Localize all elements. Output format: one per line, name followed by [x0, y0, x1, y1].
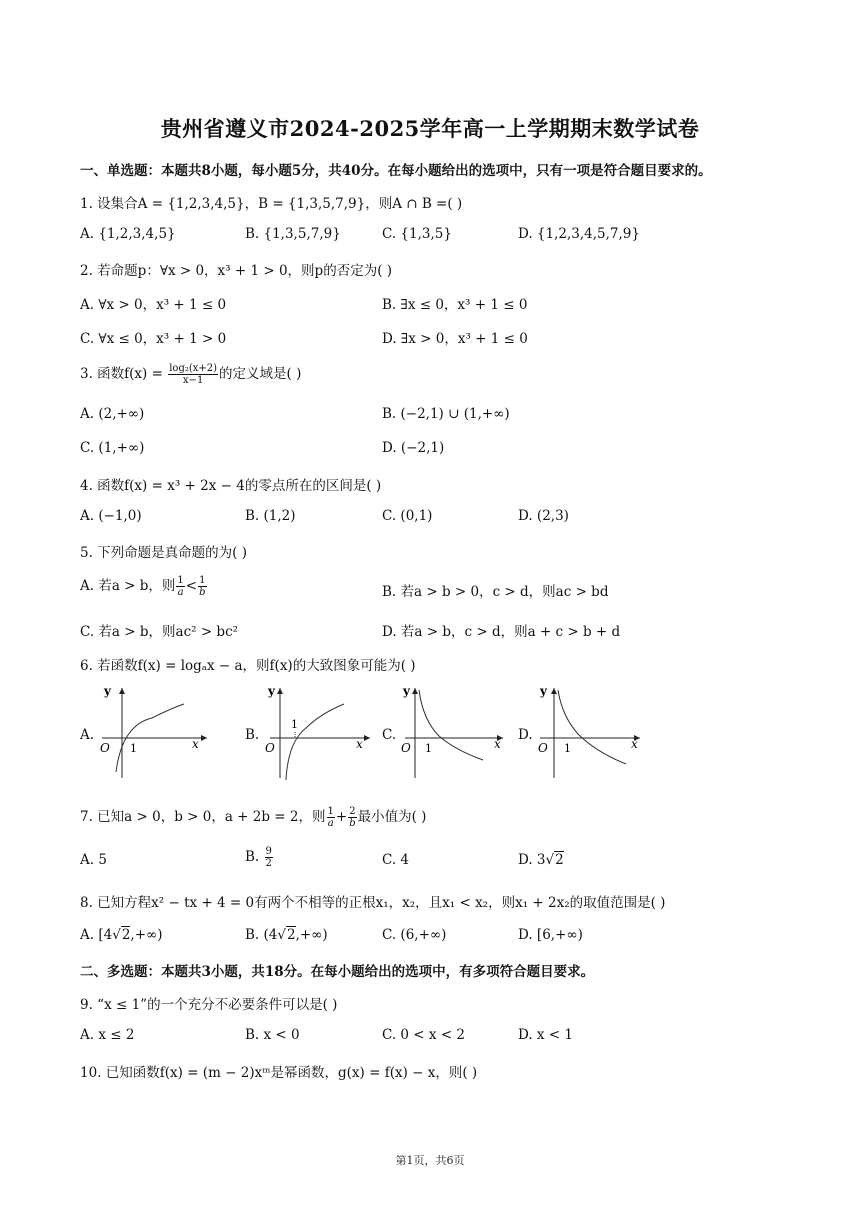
question-3-suffix: 的定义域是( ): [219, 366, 302, 382]
graph-option-d: [530, 680, 650, 780]
radicand: 2: [121, 927, 131, 943]
plus-sign: +: [335, 809, 348, 825]
question-8-option-d: D. [6,+∞): [518, 927, 583, 943]
question-6-option-b: B.: [245, 727, 260, 743]
question-9-option-c: C. 0 < x < 2: [382, 1027, 466, 1043]
question-1-stem: 1. 设集合A = {1,2,3,4,5}，B = {1,3,5,7,9}，则A ∩ B =( ): [80, 196, 463, 212]
axis-y-label: y: [403, 684, 410, 698]
option-a-prefix: A. [4: [80, 927, 113, 943]
question-4-option-c: C. (0,1): [382, 508, 433, 524]
option-d-label: D. 3: [518, 852, 546, 868]
question-4-option-d: D. (2,3): [518, 508, 569, 524]
question-9-option-d: D. x < 1: [518, 1027, 574, 1043]
origin-label: O: [100, 741, 110, 755]
less-than: <: [185, 578, 198, 594]
question-5-option-c: C. 若a > b，则ac² > bc²: [80, 624, 239, 640]
question-6-option-a: A.: [80, 727, 95, 743]
question-7-suffix: 最小值为( ): [357, 809, 427, 825]
question-7-option-a: A. 5: [80, 852, 107, 868]
fraction-one-over-b: [198, 575, 206, 598]
question-6-option-c: C.: [382, 727, 397, 743]
question-3-option-a: A. (2,+∞): [80, 406, 145, 422]
option-a-suffix: ,+∞): [130, 927, 163, 943]
axis-x-label: x: [631, 737, 638, 751]
question-4-option-a: A. (−1,0): [80, 508, 142, 524]
question-7-option-d: D. 3√2: [518, 852, 564, 868]
question-2-option-a: A. ∀x > 0，x³ + 1 ≤ 0: [80, 297, 227, 313]
option-b-suffix: ,+∞): [295, 927, 328, 943]
question-1-option-b: B. {1,3,5,7,9}: [245, 226, 341, 242]
fraction-numerator: 9: [265, 846, 272, 857]
tick-one-label: 1: [130, 742, 137, 755]
axis-x-label: x: [192, 737, 199, 751]
fraction-denominator: b: [349, 818, 356, 829]
question-7-prefix: 7. 已知a > 0，b > 0，a + 2b = 2，则: [80, 809, 326, 825]
fraction-numerator: 1: [177, 575, 184, 586]
question-5-option-a: [80, 574, 208, 598]
origin-label: O: [401, 741, 411, 755]
fraction-one-over-a: [327, 806, 335, 829]
question-2-option-c: C. ∀x ≤ 0，x³ + 1 > 0: [80, 331, 227, 347]
question-6-stem: 6. 若函数f(x) = logₐx − a，则f(x)的大致图象可能为( ): [80, 658, 416, 674]
question-7-option-c: C. 4: [382, 852, 410, 868]
fraction-numerator: 2: [349, 806, 356, 817]
radicand: 2: [555, 852, 564, 868]
question-3-prefix: 3. 函数f(x) =: [80, 366, 168, 382]
question-2-stem: 2. 若命题p：∀x > 0，x³ + 1 > 0，则p的否定为( ): [80, 263, 393, 279]
question-7-option-b: [245, 846, 274, 869]
section-multiple-choice: 二、多选题：本题共3小题，共18分。在每小题给出的选项中，有多项符合题目要求。: [80, 964, 595, 980]
section-single-choice: 一、单选题：本题共8小题，每小题5分，共40分。在每小题给出的选项中，只有一项是符合题目要求的。: [80, 163, 712, 179]
fraction-denominator: a: [327, 818, 334, 829]
question-8-option-a: A. [4√2,+∞): [80, 927, 163, 943]
origin-label: O: [538, 741, 548, 755]
question-5-stem: 5. 下列命题是真命题的为( ): [80, 545, 247, 561]
question-9-option-a: A. x ≤ 2: [80, 1027, 135, 1043]
fraction-denominator: a: [177, 587, 184, 598]
fraction-numerator: 1: [199, 575, 206, 586]
question-2-option-d: D. ∃x > 0，x³ + 1 ≤ 0: [382, 331, 528, 347]
fraction-nine-over-two: [265, 846, 273, 869]
question-9-stem: 9. “x ≤ 1”的一个充分不必要条件可以是( ): [80, 997, 338, 1013]
axis-y-label: y: [540, 684, 547, 698]
question-6-option-d: D.: [518, 727, 533, 743]
question-8-option-c: C. (6,+∞): [382, 927, 447, 943]
question-4-stem: 4. 函数f(x) = x³ + 2x − 4的零点所在的区间是( ): [80, 478, 382, 494]
graph-option-a: [92, 680, 212, 780]
question-8-stem: 8. 已知方程x² − tx + 4 = 0有两个不相等的正根x₁，x₂，且x₁ < x₂，则x₁ + 2x₂的取值范围是( ): [80, 895, 666, 911]
axis-x-label: x: [356, 737, 363, 751]
question-10-stem: 10. 已知函数f(x) = (m − 2)xᵐ是幂函数，g(x) = f(x) − x，则( ): [80, 1065, 478, 1081]
option-b-label: B.: [245, 849, 260, 865]
fraction-denominator: 2: [265, 858, 272, 869]
tick-one-label: 1: [291, 718, 298, 731]
question-2-option-b: B. ∃x ≤ 0，x³ + 1 ≤ 0: [382, 297, 528, 313]
question-3-denominator: x−1: [182, 375, 204, 386]
fraction-denominator: b: [199, 587, 206, 598]
page-title: 贵州省遵义市2024-2025学年高一上学期期末数学试卷: [160, 116, 700, 141]
graph-option-c: [395, 680, 515, 780]
graph-option-b: [258, 680, 378, 780]
question-3-option-d: D. (−2,1): [382, 440, 445, 456]
axis-x-label: x: [494, 737, 501, 751]
origin-label: O: [265, 741, 275, 755]
axis-y-label: y: [268, 684, 275, 698]
question-1-option-a: A. {1,2,3,4,5}: [80, 226, 176, 242]
fraction-two-over-b: [348, 806, 356, 829]
question-1-option-c: C. {1,3,5}: [382, 226, 452, 242]
question-4-option-b: B. (1,2): [245, 508, 296, 524]
question-3-option-c: C. (1,+∞): [80, 440, 145, 456]
question-3-numerator: log₂(x+2): [169, 363, 218, 374]
question-3-option-b: B. (−2,1) ∪ (1,+∞): [382, 406, 510, 422]
fraction-numerator: 1: [327, 806, 334, 817]
question-5-option-b: B. 若a > b > 0，c > d，则ac > bd: [382, 584, 609, 600]
page-footer: 第1页，共6页: [395, 1154, 465, 1167]
question-5-a-prefix: A. 若a > b，则: [80, 578, 176, 594]
question-8-option-b: B. (4√2,+∞): [245, 927, 328, 943]
tick-one-label: 1: [564, 742, 571, 755]
question-5-option-d: D. 若a > b，c > d，则a + c > b + d: [382, 624, 621, 640]
question-3-fraction: [168, 363, 218, 386]
question-9-option-b: B. x < 0: [245, 1027, 300, 1043]
question-7-stem: [80, 805, 426, 829]
radicand: 2: [286, 927, 296, 943]
tick-one-label: 1: [425, 742, 432, 755]
question-3-stem: [80, 362, 301, 386]
axis-y-label: y: [104, 684, 111, 698]
option-b-prefix: B. (4: [245, 927, 278, 943]
question-1-option-d: D. {1,2,3,4,5,7,9}: [518, 226, 640, 242]
fraction-one-over-a: [176, 575, 184, 598]
